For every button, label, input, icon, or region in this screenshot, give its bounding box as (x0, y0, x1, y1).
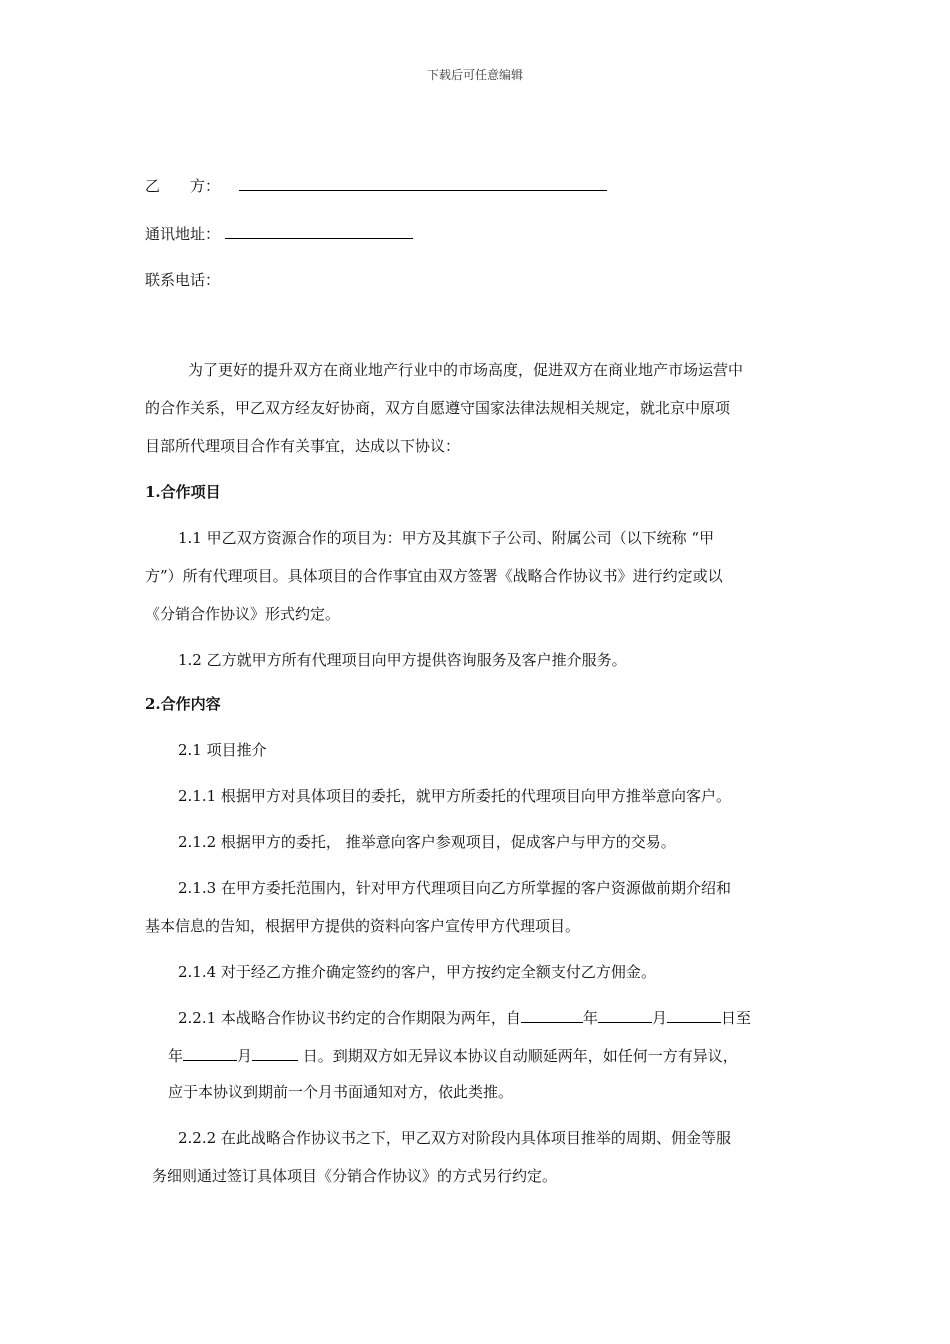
clause-2-1: 2.1 项目推介 (178, 741, 267, 759)
clause-2-1-2: 2.1.2 根据甲方的委托， 推举意向客户参观项目，促成客户与甲方的交易。 (178, 833, 676, 851)
section-1-heading: 1.合作项目 (145, 483, 221, 501)
end-day-blank (252, 1044, 298, 1061)
end-month-blank (183, 1044, 237, 1061)
clause-2-2-2-line-2: 务细则通过签订具体项目《分销合作协议》的方式另行约定。 (152, 1167, 558, 1185)
start-month-label: 月 (651, 1009, 667, 1027)
intro-line-2: 的合作关系，甲乙双方经友好协商，双方自愿遵守国家法律法规相关规定，就北京中原项 (145, 399, 731, 417)
party-b-address-label: 通讯地址： (145, 225, 221, 243)
party-b-name-label: 乙 方： (145, 177, 221, 195)
party-b-address-line (145, 222, 413, 244)
clause-1-2: 1.2 乙方就甲方所有代理项目向甲方提供咨询服务及客户推介服务。 (178, 651, 627, 669)
section-2-heading: 2.合作内容 (145, 695, 221, 713)
clause-2-1-3-line-1: 2.1.3 在甲方委托范围内，针对甲方代理项目向乙方所掌握的客户资源做前期介绍和 (178, 879, 731, 897)
party-b-address-blank (225, 222, 413, 239)
intro-line-1: 为了更好的提升双方在商业地产行业中的市场高度，促进双方在商业地产市场运营中 (188, 361, 744, 379)
clause-2-1-4: 2.1.4 对于经乙方推介确定签约的客户，甲方按约定全额支付乙方佣金。 (178, 963, 656, 981)
header-note: 下载后可任意编辑 (426, 68, 523, 82)
clause-2-2-1-prefix: 2.2.1 本战略合作协议书约定的合作期限为两年，自 (178, 1009, 521, 1027)
party-b-name-line (145, 174, 607, 196)
start-month-blank (598, 1006, 652, 1023)
clause-2-2-2-line-1: 2.2.2 在此战略合作协议书之下，甲乙双方对阶段内具体项目推举的周期、佣金等服 (178, 1129, 731, 1147)
clause-1-1-line-2: 方”）所有代理项目。具体项目的合作事宜由双方签署《战略合作协议书》进行约定或以 (145, 567, 723, 585)
start-day-to-label: 日至 (720, 1009, 751, 1027)
clause-2-1-1: 2.1.1 根据甲方对具体项目的委托，就甲方所委托的代理项目向甲方推举意向客户。 (178, 787, 731, 805)
start-day-blank (667, 1006, 721, 1023)
party-b-name-blank (239, 174, 607, 191)
clause-2-2-1-line-3: 应于本协议到期前一个月书面通知对方，依此类推。 (168, 1083, 514, 1101)
intro-line-3: 目部所代理项目合作有关事宜，达成以下协议： (145, 437, 461, 455)
start-year-blank (521, 1006, 583, 1023)
start-year-label: 年 (582, 1009, 598, 1027)
end-month-label: 月 (237, 1047, 253, 1065)
clause-2-1-3-line-2: 基本信息的告知，根据甲方提供的资料向客户宣传甲方代理项目。 (145, 917, 581, 935)
clause-2-2-1-line-1 (178, 1006, 751, 1028)
clause-1-1-line-1: 1.1 甲乙双方资源合作的项目为：甲方及其旗下子公司、附属公司（以下统称 “甲 (178, 529, 715, 547)
party-b-phone-label: 联系电话： (145, 271, 221, 289)
clause-2-2-1-line-2-rest: 日。到期双方如无异议本协议自动顺延两年，如任何一方有异议， (298, 1047, 738, 1065)
clause-2-2-1-line-2 (168, 1044, 738, 1066)
end-year-label: 年 (168, 1047, 184, 1065)
clause-1-1-line-3: 《分销合作协议》形式约定。 (145, 605, 341, 623)
